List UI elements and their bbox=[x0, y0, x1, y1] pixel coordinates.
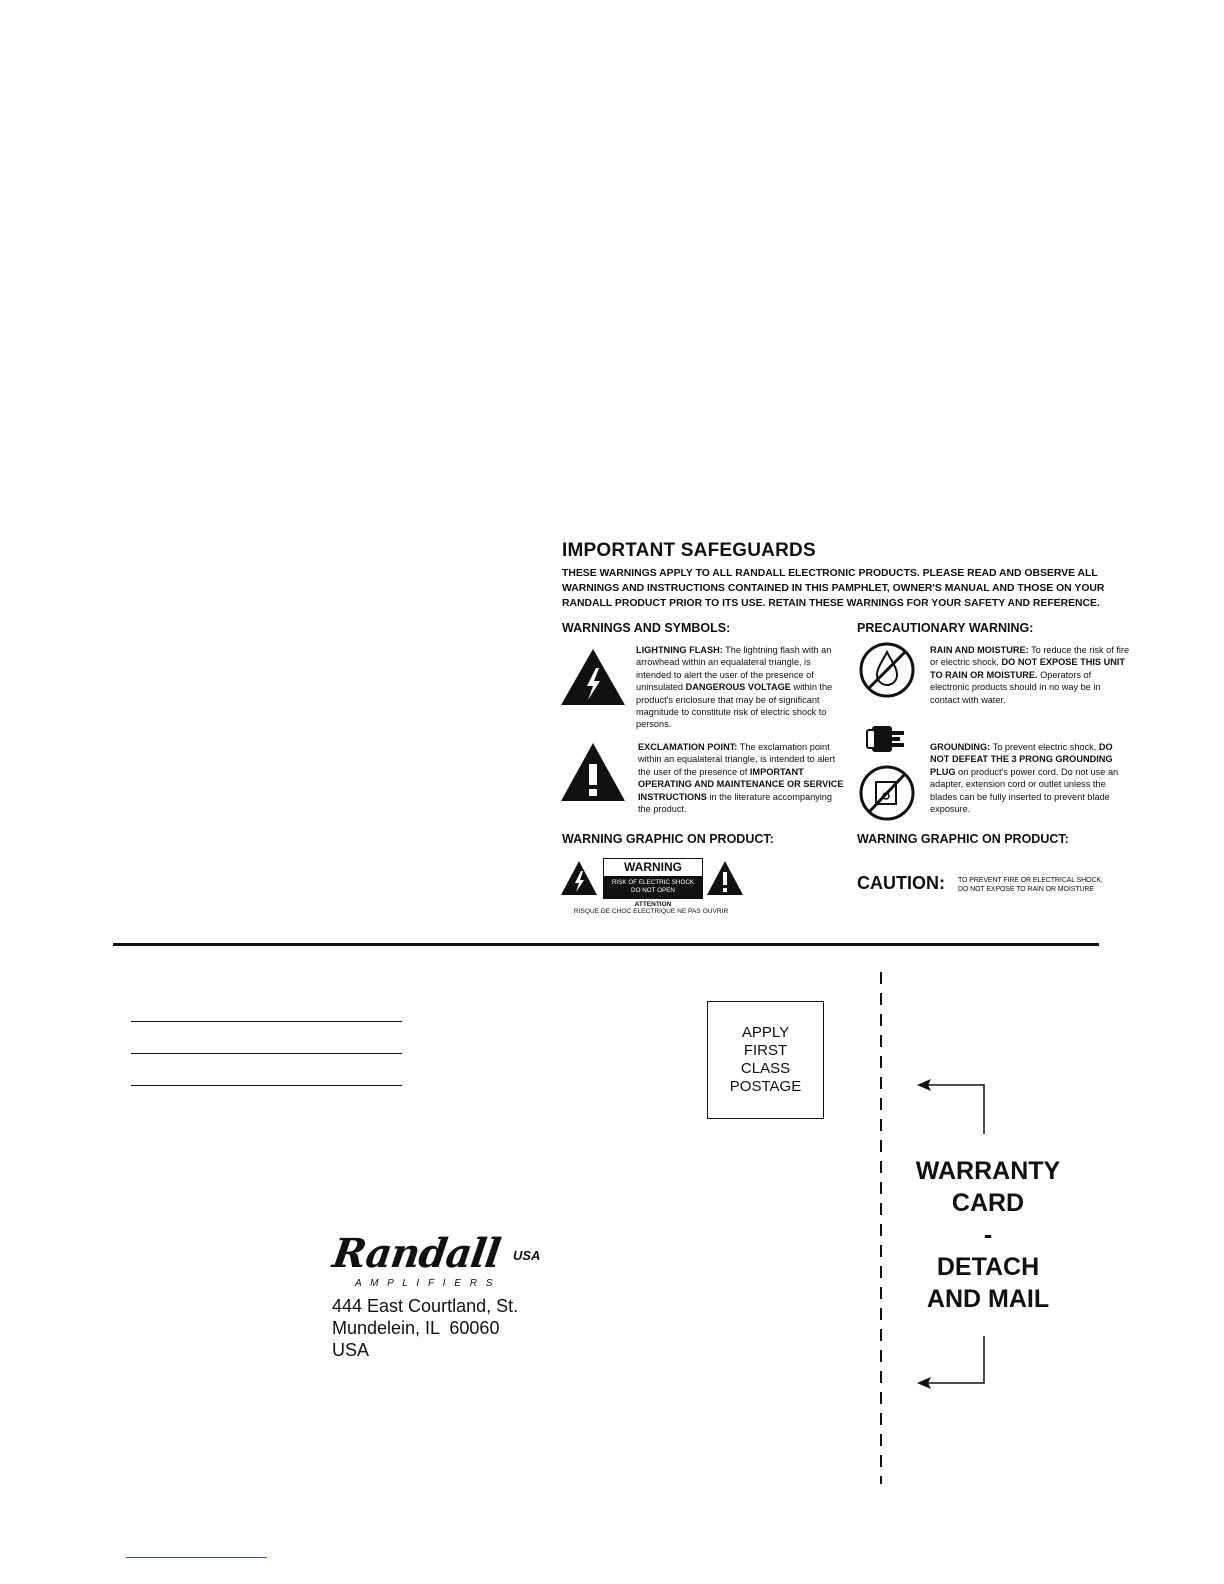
small-exclamation-triangle-icon bbox=[706, 860, 744, 896]
grounding-plug-icon bbox=[864, 720, 912, 758]
warning-label-band bbox=[603, 877, 703, 899]
warranty-card-text: WARRANTY CARD - DETACH AND MAIL bbox=[915, 1157, 1061, 1313]
warning-graphic-heading-right: WARNING GRAPHIC ON PRODUCT: bbox=[857, 832, 1069, 846]
logo-amplifiers: A M P L I F I E R S bbox=[355, 1278, 496, 1289]
no-water-icon bbox=[858, 640, 916, 700]
address-line-3 bbox=[131, 1085, 402, 1086]
arrow-down-left-icon bbox=[914, 1335, 989, 1393]
tear-line bbox=[880, 972, 882, 1484]
logo-usa: USA bbox=[513, 1248, 541, 1263]
arrow-up-left-icon bbox=[914, 1076, 989, 1136]
exclamation-triangle-icon bbox=[560, 742, 626, 802]
warning-band-line2: DO NOT OPEN bbox=[631, 887, 675, 894]
warnings-heading: WARNINGS AND SYMBOLS: bbox=[562, 621, 731, 635]
warning-label-title: WARNING bbox=[603, 858, 703, 877]
safeguards-intro: THESE WARNINGS APPLY TO ALL RANDALL ELECTRONIC PRODUCTS. PLEASE READ AND OBSERVE ALL WARNINGS AND INSTRUCTIONS CONTAINED IN THIS PAMPHLET, OWNER'S MANUAL AND THOSE ON YOUR RANDALL PRODUCT PRIOR TO ITS USE. RETAIN THESE WARNINGS FOR YOUR SAFETY AND REFERENCE. bbox=[562, 568, 1105, 609]
lightning-flash-text: LIGHTNING FLASH: The lightning flash with an arrowhead within an equalateral triangle, is intended to alert the user of the presence of uninsulated DANGEROUS VOLTAGE within the product's enclosure that may be of significant magnitude to constitute risk of electric shock to persons. bbox=[636, 645, 833, 730]
small-lightning-triangle-icon bbox=[560, 860, 598, 896]
footer-link-underline[interactable] bbox=[126, 1557, 267, 1558]
address-line-1 bbox=[131, 1021, 402, 1022]
mailing-address: 444 East Courtland, St. Mundelein, IL 60060 USA bbox=[332, 1296, 519, 1360]
warning-graphic-heading-left: WARNING GRAPHIC ON PRODUCT: bbox=[562, 832, 774, 846]
warning-band-line1: RISK OF ELECTRIC SHOCK bbox=[611, 879, 695, 886]
safeguards-title: IMPORTANT SAFEGUARDS bbox=[562, 540, 816, 561]
caution-label: CAUTION: bbox=[857, 873, 945, 893]
address-line-2 bbox=[131, 1053, 402, 1054]
grounding-text: GROUNDING: To prevent electric shock, DO NOT DEFEAT THE 3 PRONG GROUNDING PLUG on product's power cord. Do not use an adapter, extension cord or outlet unless the blades can be fully inserted to prevent blade exposure. bbox=[930, 742, 1119, 815]
rain-moisture-text: RAIN AND MOISTURE: To reduce the risk of fire or electric shock, DO NOT EXPOSE THIS UNIT TO RAIN OR MOISTURE. Operators of electronic products should in no way be in contact with water. bbox=[930, 645, 1130, 705]
caution-text: TO PREVENT FIRE OR ELECTRICAL SHOCK, DO NOT EXPOSE TO RAIN OR MOISTURE bbox=[958, 877, 1103, 893]
risque-text: RISQUE DE CHOC ELECTRIQUE NE PAS OUVRIR bbox=[573, 908, 729, 915]
exclamation-point-text: EXCLAMATION POINT: The exclamation point within an equalateral triangle, is intended to alert the user of the presence of IMPORTANT OPERATING AND MAINTENANCE OR SERVICE INSTRUCTIONS in the literature accompanying the product. bbox=[638, 742, 844, 815]
no-adapter-icon bbox=[858, 764, 916, 822]
attention-text: ATTENTION bbox=[634, 901, 672, 908]
section-divider bbox=[113, 943, 1099, 946]
lightning-triangle-icon bbox=[560, 648, 626, 706]
postage-stamp-box: APPLY FIRST CLASS POSTAGE bbox=[707, 1001, 824, 1119]
logo-brand: Randall bbox=[329, 1230, 503, 1277]
precaution-heading: PRECAUTIONARY WARNING: bbox=[857, 621, 1034, 635]
randall-logo bbox=[329, 1230, 543, 1294]
warning-label bbox=[603, 858, 703, 898]
